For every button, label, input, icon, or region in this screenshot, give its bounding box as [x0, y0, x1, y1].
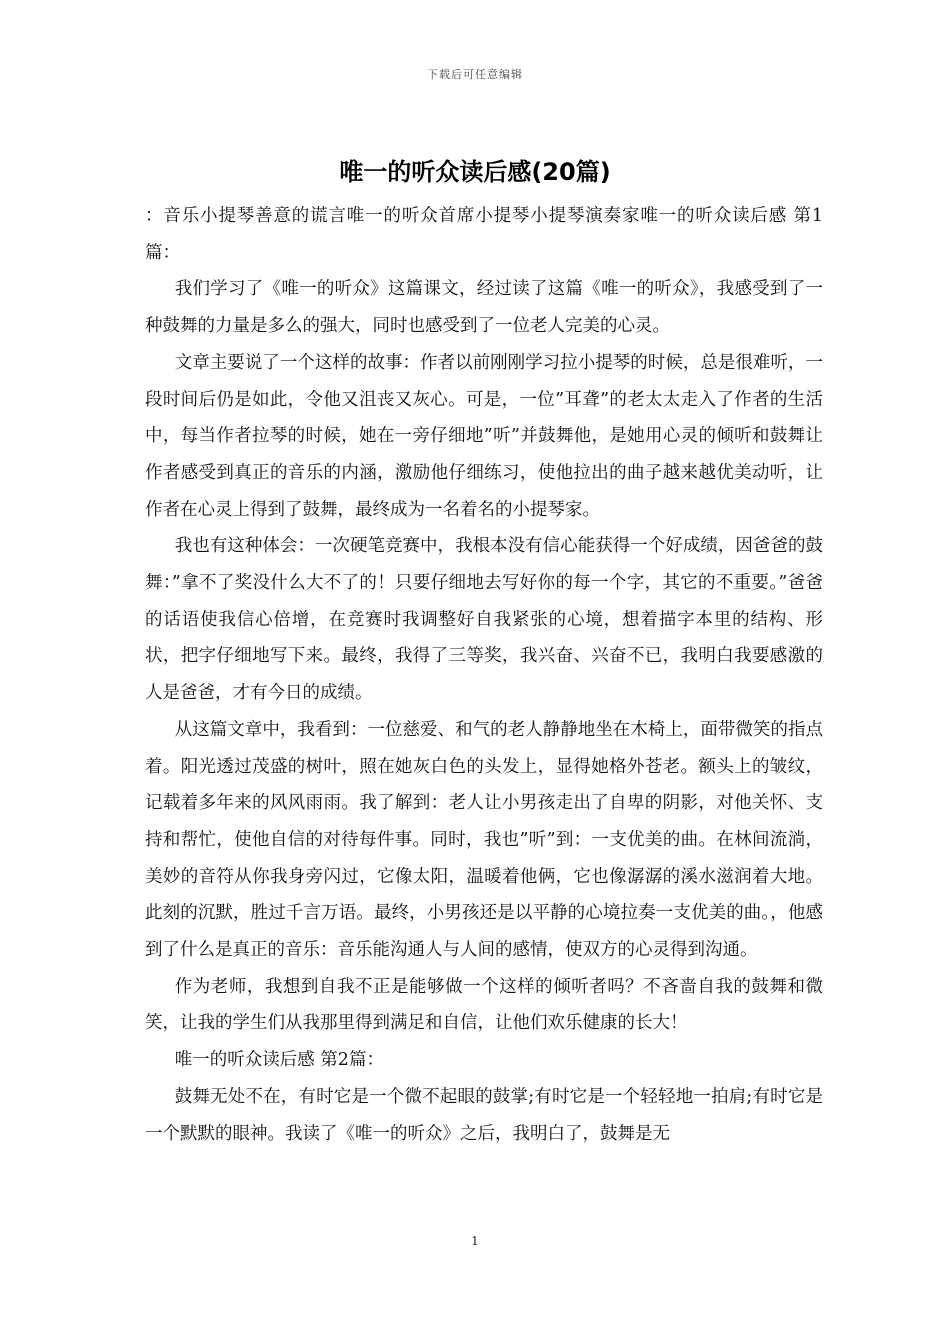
- paragraph: 我也有这种体会：一次硬笔竞赛中，我根本没有信心能获得一个好成绩，因爸爸的鼓舞：”拿不了奖没什么大不了的！只要仔细地去写好你的每一个字，其它的不重要。”爸爸的话语使我信心倍增，在竞赛时我调整好自我紧张的心境，想着描字本里的结构、形状，把字仔细地写下来。最终，我得了三等奖，我兴奋、兴奋不已，我明白我要感激的人是爸爸，才有今日的成绩。: [145, 536, 823, 704]
- section-heading: 唯一的听众读后感 第2篇：: [174, 1050, 384, 1071]
- document-title: 唯一的听众读后感(20篇): [339, 158, 611, 186]
- paragraph: 鼓舞无处不在，有时它是一个微不起眼的鼓掌;有时它是一个轻轻地一拍肩;有时它是一个默默的眼神。我读了《唯一的听众》之后，我明白了，鼓舞是无: [145, 1086, 823, 1144]
- paragraph-intro: ：音乐小提琴善意的谎言唯一的听众首席小提琴小提琴演奏家唯一的听众读后感 第1篇：: [145, 206, 823, 263]
- page-header: 下载后可任意编辑: [427, 68, 523, 81]
- page-number: 1: [471, 1234, 479, 1248]
- paragraph: 从这篇文章中，我看到：一位慈爱、和气的老人静静地坐在木椅上，面带微笑的指点着。阳光透过茂盛的树叶，照在她灰白色的头发上，显得她格外苍老。额头上的皱纹，记载着多年来的风风雨雨。我了解到：老人让小男孩走出了自卑的阴影，对他关怀、支持和帮忙，使他自信的对待每件事。同时，我也”听”到：一支优美的曲。在林间流淌，美妙的音符从你我身旁闪过，它像太阳，温暖着他俩，它也像潺潺的溪水滋润着大地。此刻的沉默，胜过千言万语。最终，小男孩还是以平静的心境拉奏一支优美的曲。，他感到了什么是真正的音乐：音乐能沟通人与人间的感情，使双方的心灵得到沟通。: [145, 719, 823, 961]
- paragraph: 作为老师，我想到自我不正是能够做一个这样的倾听者吗？不吝啬自我的鼓舞和微笑，让我的学生们从我那里得到满足和自信，让他们欢乐健康的长大！: [145, 976, 823, 1034]
- paragraph: 我们学习了《唯一的听众》这篇课文，经过读了这篇《唯一的听众》，我感受到了一种鼓舞的力量是多么的强大，同时也感受到了一位老人完美的心灵。: [145, 279, 823, 337]
- paragraph: 文章主要说了一个这样的故事：作者以前刚刚学习拉小提琴的时候，总是很难听，一段时间后仍是如此，令他又沮丧又灰心。可是，一位”耳聋”的老太太走入了作者的生活中，每当作者拉琴的时候，她在一旁仔细地”听”并鼓舞他，是她用心灵的倾听和鼓舞让作者感受到真正的音乐的内涵，激励他仔细练习，使他拉出的曲子越来越优美动听，让作者在心灵上得到了鼓舞，最终成为一名着名的小提琴家。: [145, 352, 823, 520]
- document-body: [145, 198, 823, 1152]
